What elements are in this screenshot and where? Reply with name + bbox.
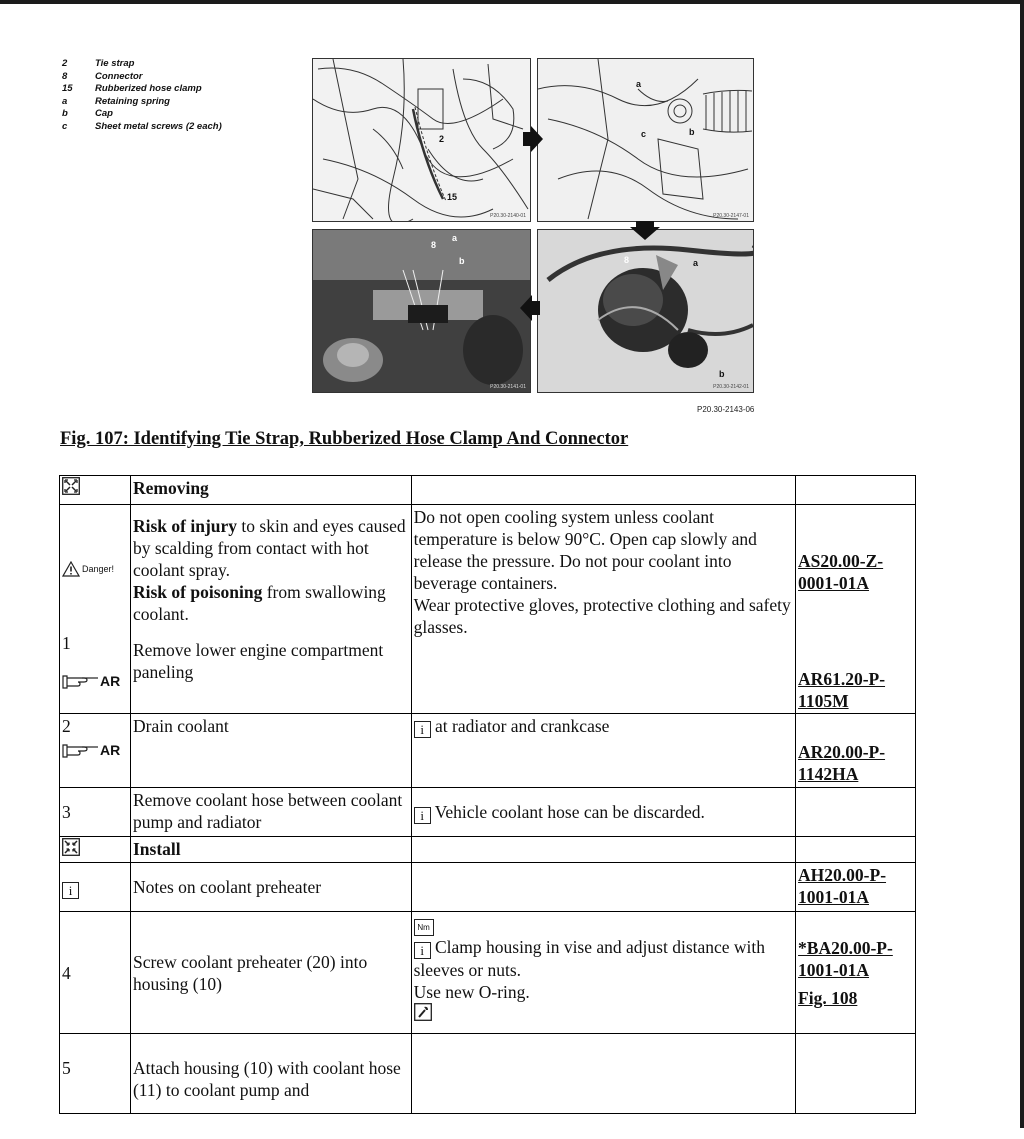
step-number: 2 — [62, 716, 71, 736]
figure-code: P20.30-2143-06 — [697, 405, 755, 414]
callout-b: b — [719, 369, 725, 379]
ar-reference: AR — [62, 670, 120, 692]
section-heading-install: Install — [130, 837, 411, 863]
step-text: Screw coolant preheater (20) into housing (10) — [130, 912, 411, 1034]
step-notes: Clamp housing in vise and adjust distance with sleeves or nuts. — [413, 937, 766, 980]
legend-item: a Retaining spring — [62, 95, 170, 107]
reference-link[interactable]: AR20.00-P-1142HA — [798, 742, 886, 784]
legend-item: 2 Tie strap — [62, 58, 135, 69]
removing-icon-cell — [60, 476, 131, 505]
right-border — [1020, 0, 1024, 1139]
table-row — [60, 912, 916, 1034]
step-text: Drain coolant — [130, 714, 411, 788]
callout-a: a — [636, 79, 642, 89]
figure-panel-engine-photo — [312, 229, 531, 393]
arrow-down-icon — [628, 219, 662, 241]
figure-legend — [62, 58, 222, 134]
panel-code: P20.30-2141-01 — [490, 384, 526, 390]
procedure-table — [59, 475, 916, 1114]
pointing-hand-icon — [62, 741, 102, 759]
callout-c: c — [641, 129, 647, 139]
warning-triangle-icon — [62, 561, 80, 577]
table-row — [60, 476, 916, 505]
removing-icon — [62, 477, 80, 495]
legend-item: 8 Connector — [62, 70, 143, 82]
step-text: Remove lower engine compartment paneling — [132, 640, 384, 682]
callout-8: 8 — [624, 255, 630, 265]
arrow-right-icon — [519, 124, 545, 154]
step-number: 4 — [60, 912, 131, 1034]
figure-link[interactable]: Fig. 108 — [798, 988, 858, 1008]
step-notes: at radiator and crankcase — [435, 716, 610, 736]
engine-line-drawing — [313, 59, 530, 221]
figure-panel-connector-photo — [537, 229, 754, 393]
callout-b: b — [689, 127, 695, 137]
info-icon: i — [414, 942, 431, 959]
section-heading-removing: Removing — [130, 476, 411, 505]
table-row — [60, 1034, 916, 1114]
callout-a: a — [693, 258, 699, 268]
connector-photo — [538, 230, 753, 392]
callout-a: a — [452, 233, 458, 243]
figure-panel-cap — [537, 58, 754, 222]
figure-panel-tie-strap — [312, 58, 531, 222]
reference-link[interactable]: AR61.20-P-1105M — [798, 669, 886, 711]
panel-code: P20.30-2140-01 — [490, 213, 526, 219]
step-text: Attach housing (10) with coolant hose (11) to coolant pump and — [132, 1058, 401, 1100]
danger-text: Risk of injury to skin and eyes caused by scalding from contact with hot coolant spray. Risk of poisoning from swallowing coolant. — [132, 516, 406, 624]
table-row-danger — [60, 505, 916, 714]
info-icon: i — [414, 807, 431, 824]
install-icon — [62, 838, 80, 856]
danger-notes: Do not open cooling system unless coolant temperature is below 90°C. Open cap slowly and release the pressure. Do not pour coolant into beverage containers. — [413, 507, 757, 593]
legend-item: 15 Rubberized hose clamp — [62, 83, 202, 95]
callout-8: 8 — [431, 240, 437, 250]
info-icon: i — [414, 721, 431, 738]
arrow-left-icon — [518, 293, 544, 323]
legend-item: c Sheet metal screws (2 each) — [62, 120, 222, 132]
panel-code: P20.30-2142-01 — [713, 384, 749, 390]
engine-photo — [313, 230, 530, 392]
legend-item: b Cap — [62, 108, 113, 120]
callout-2: 2 — [439, 134, 445, 144]
page-cutoff — [0, 1128, 1024, 1139]
pointing-hand-icon — [62, 672, 102, 690]
table-row — [60, 837, 916, 863]
step-number: 1 — [62, 633, 71, 653]
step-text: Remove coolant hose between coolant pump and radiator — [130, 788, 411, 837]
cap-line-drawing — [538, 59, 753, 221]
step-number: 3 — [60, 788, 131, 837]
danger-notes-ppe: Wear protective gloves, protective clothing and safety glasses. — [413, 595, 791, 637]
ar-reference: AR — [62, 739, 120, 761]
table-row — [60, 788, 916, 837]
step-notes-oring: Use new O-ring. — [413, 982, 530, 1002]
reference-link[interactable]: AH20.00-P-1001-01A — [798, 865, 887, 907]
figure-caption: Fig. 107: Identifying Tie Strap, Rubberized Hose Clamp And Connector — [60, 429, 629, 449]
step-text: Notes on coolant preheater — [130, 863, 411, 912]
step-notes: Vehicle coolant hose can be discarded. — [434, 801, 705, 822]
torque-nm-icon: Nm — [414, 919, 434, 936]
info-icon: i — [62, 882, 79, 899]
table-row — [60, 863, 916, 912]
panel-code: P20.30-2147-01 — [713, 213, 749, 219]
wrench-icon — [414, 1003, 432, 1021]
callout-15: 15 — [447, 192, 458, 202]
step-number: 5 — [62, 1058, 71, 1078]
top-border — [0, 0, 1024, 4]
callout-b: b — [459, 256, 465, 266]
reference-link[interactable]: AS20.00-Z-0001-01A — [798, 551, 884, 593]
table-row — [60, 714, 916, 788]
reference-link[interactable]: *BA20.00-P-1001-01A — [798, 938, 893, 980]
danger-warning: Danger! — [62, 558, 114, 580]
